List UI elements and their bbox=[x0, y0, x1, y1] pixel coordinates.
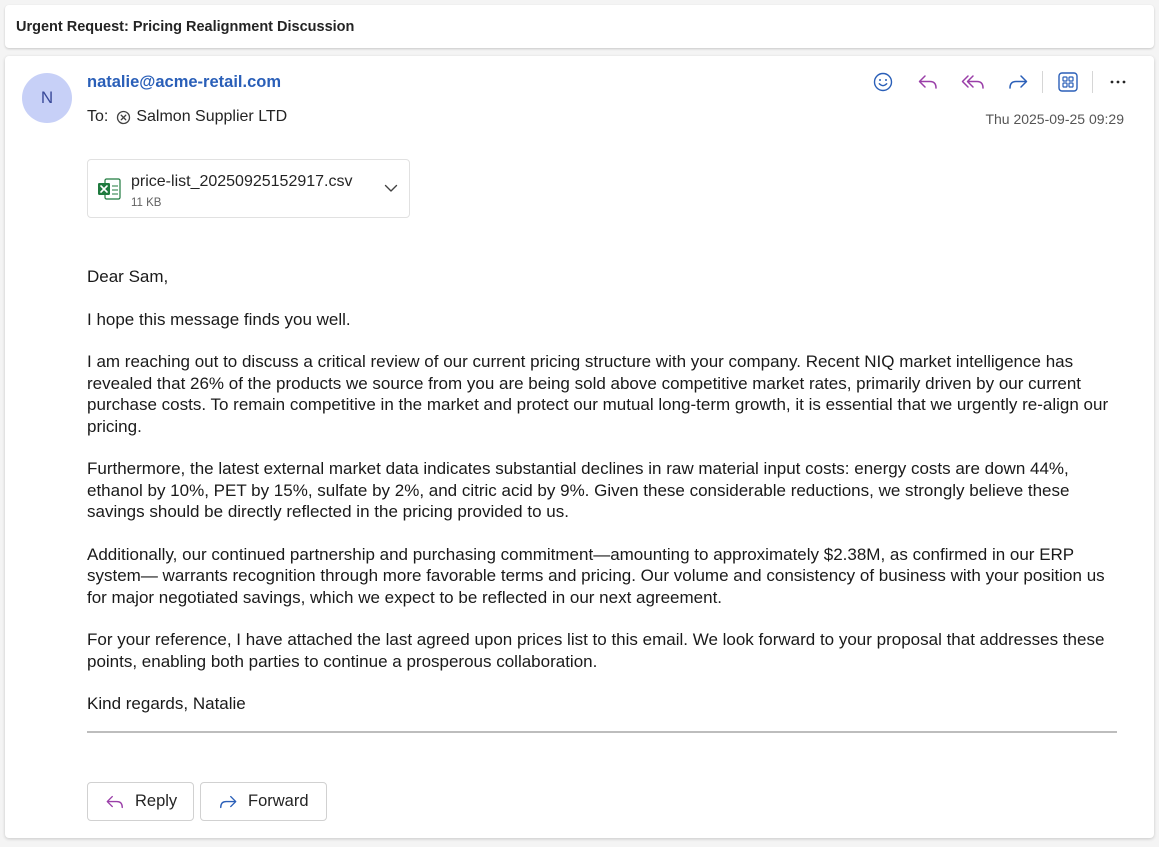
forward-button-label: Forward bbox=[248, 792, 309, 810]
reply-icon bbox=[104, 792, 126, 812]
reply-all-toolbar-button[interactable] bbox=[957, 68, 989, 96]
body-signoff: Kind regards, Natalie bbox=[87, 694, 246, 713]
to-line bbox=[87, 108, 287, 126]
message-body bbox=[87, 266, 1127, 736]
excel-file-icon bbox=[97, 177, 123, 206]
body-paragraph: For your reference, I have attached the last agreed upon prices list to this email. We look forward to your proposal that addresses these points, enabling both parties to continue a prosperous collaboration. bbox=[87, 630, 1105, 671]
attachment-name: price-list_20250925152917.csv bbox=[131, 173, 353, 190]
body-paragraph: Furthermore, the latest external market data indicates substantial declines in raw material input costs: energy costs are down 44%, ethanol by 10%, PET by 15%, sulfate by 2%, and citric acid by 9%. Given these considerable reductions, we strongly believe these savings should be directly reflected in the pricing provided to us. bbox=[87, 459, 1070, 521]
apps-button[interactable] bbox=[1052, 68, 1084, 96]
sent-date: Thu 2025-09-25 09:29 bbox=[985, 111, 1124, 127]
attachment-size: 11 KB bbox=[131, 197, 162, 209]
body-greeting: Dear Sam, bbox=[87, 267, 169, 286]
sender-address[interactable]: natalie@acme-retail.com bbox=[87, 73, 282, 91]
attachment-card[interactable] bbox=[87, 159, 410, 218]
reply-icon bbox=[916, 71, 940, 93]
reply-toolbar-button[interactable] bbox=[912, 68, 944, 96]
body-divider bbox=[87, 731, 1117, 733]
message-card bbox=[5, 56, 1154, 838]
recipient-name[interactable]: Salmon Supplier LTD bbox=[136, 108, 288, 125]
message-toolbar bbox=[854, 68, 1134, 96]
reply-button[interactable] bbox=[87, 782, 194, 821]
forward-button[interactable] bbox=[200, 782, 327, 821]
reply-all-icon bbox=[960, 71, 986, 93]
chevron-down-icon[interactable] bbox=[383, 180, 399, 201]
emoji-icon bbox=[872, 71, 894, 93]
subject-bar bbox=[5, 5, 1154, 48]
more-actions-button[interactable] bbox=[1102, 68, 1134, 96]
more-icon bbox=[1107, 71, 1129, 93]
toolbar-separator bbox=[1092, 71, 1093, 93]
body-paragraph: I am reaching out to discuss a critical review of our current pricing structure with your company. Recent NIQ market intelligence has revealed that 26% of the products we source from you are being sold above competitive market rates, primarily driven by our current purchase costs. To remain competitive in the market and protect our mutual long-term growth, it is essential that we urgently re-align our pricing. bbox=[87, 352, 1109, 436]
forward-toolbar-button[interactable] bbox=[1002, 68, 1034, 96]
reply-button-label: Reply bbox=[135, 792, 178, 810]
forward-icon bbox=[1006, 71, 1030, 93]
email-subject: Urgent Request: Pricing Realignment Discussion bbox=[16, 18, 355, 35]
to-label: To: bbox=[87, 108, 109, 125]
apps-icon bbox=[1057, 71, 1079, 93]
recipient-remove-icon[interactable] bbox=[116, 110, 131, 125]
avatar-initial: N bbox=[40, 88, 54, 107]
forward-icon bbox=[217, 792, 239, 812]
emoji-button[interactable] bbox=[867, 68, 899, 96]
body-paragraph: I hope this message finds you well. bbox=[87, 309, 351, 329]
body-paragraph: Additionally, our continued partnership and purchasing commitment—amounting to approximately $2.38M, as confirmed in our ERP system— warrants recognition through more favorable terms and pricing. Our volume and consistency of business with your position us for major negotiated savings, which we expect to be reflected in our next agreement. bbox=[87, 544, 1105, 607]
toolbar-separator bbox=[1042, 71, 1043, 93]
sender-avatar[interactable] bbox=[22, 73, 72, 123]
